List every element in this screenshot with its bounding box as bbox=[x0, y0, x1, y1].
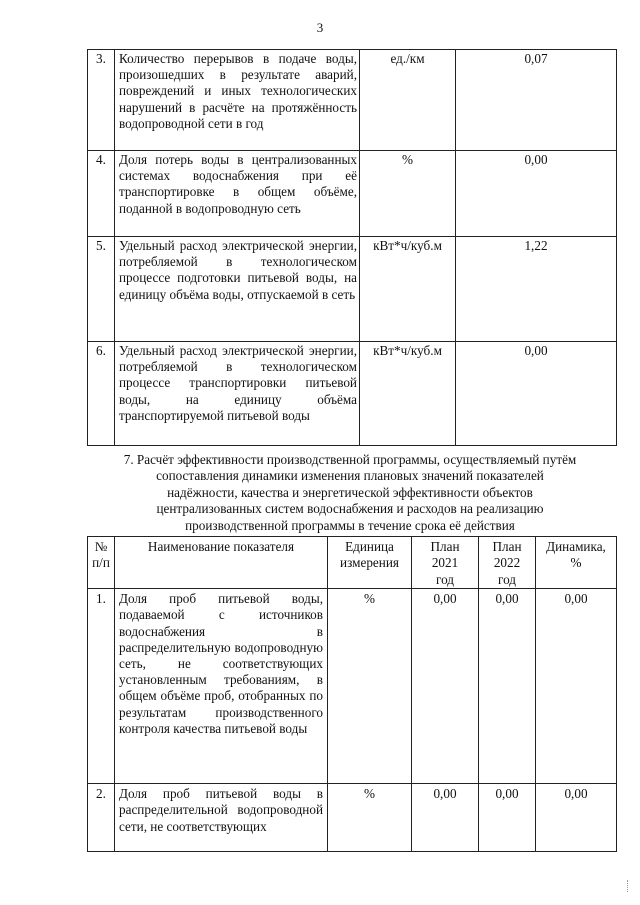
table-row bbox=[88, 50, 617, 151]
col-header-number bbox=[88, 537, 115, 589]
indicator-value: 0,00 bbox=[456, 342, 617, 446]
indicator-name: Количество перерывов в подаче воды, произошедших в результате аварий, повреждений и иных технологических нарушений в расчёте на протяжённость водопроводной сети в год bbox=[115, 50, 360, 151]
header-text: % bbox=[570, 555, 582, 571]
row-number: 2. bbox=[88, 784, 115, 852]
table-header-row bbox=[88, 537, 617, 589]
indicator-unit: % bbox=[328, 589, 412, 784]
heading-line: 7. Расчёт эффективности производственной программы, осуществляемый путём bbox=[123, 452, 577, 467]
indicators-table-continued bbox=[87, 49, 617, 446]
table-row bbox=[88, 342, 617, 446]
header-text: год bbox=[497, 571, 516, 587]
col-header-dynamics bbox=[536, 537, 617, 589]
row-number: 6. bbox=[88, 342, 115, 446]
indicator-name: Доля проб питьевой воды, подаваемой с источников водоснабжения в распределительную водопроводную сеть, не соответствующих установленным требованиям, в общем объёме проб, отобранных по результатам производственного контроля качества питьевой воды bbox=[115, 589, 328, 784]
scan-artifact bbox=[627, 880, 630, 892]
heading-line: надёжности, качества и энергетической эффективности объектов bbox=[167, 484, 533, 500]
indicator-value: 1,22 bbox=[456, 237, 617, 342]
row-number: 4. bbox=[88, 151, 115, 237]
header-text: Единица bbox=[345, 539, 394, 554]
indicator-value: 0,00 bbox=[456, 151, 617, 237]
header-text: год bbox=[435, 571, 454, 587]
row-number: 5. bbox=[88, 237, 115, 342]
table-row bbox=[88, 237, 617, 342]
indicator-unit: % bbox=[328, 784, 412, 852]
header-text: План bbox=[430, 539, 460, 554]
header-text: План bbox=[492, 539, 522, 554]
indicator-unit: ед./км bbox=[360, 50, 456, 151]
indicator-name: Удельный расход электрической энергии, потребляемой в технологическом процессе подготовки питьевой воды, на единицу объёма воды, отпускаемой в сеть bbox=[115, 237, 360, 342]
col-header-plan-2021 bbox=[412, 537, 479, 589]
header-text: п/п bbox=[92, 555, 110, 571]
plan-2022-value: 0,00 bbox=[479, 784, 536, 852]
header-text: 2021 bbox=[431, 555, 459, 571]
col-header-unit bbox=[328, 537, 412, 589]
efficiency-table bbox=[87, 536, 617, 852]
indicator-value: 0,07 bbox=[456, 50, 617, 151]
header-text: 2022 bbox=[493, 555, 521, 571]
indicator-name: Доля проб питьевой воды в распределительной водопроводной сети, не соответствующих bbox=[115, 784, 328, 852]
plan-2022-value: 0,00 bbox=[479, 589, 536, 784]
row-number: 1. bbox=[88, 589, 115, 784]
indicator-unit: % bbox=[360, 151, 456, 237]
dynamics-value: 0,00 bbox=[536, 784, 617, 852]
plan-2021-value: 0,00 bbox=[412, 784, 479, 852]
plan-2021-value: 0,00 bbox=[412, 589, 479, 784]
indicator-name: Удельный расход электрической энергии, потребляемой в технологическом процессе транспортировки питьевой воды, на единицу объёма транспортируемой питьевой воды bbox=[115, 342, 360, 446]
heading-line: сопоставления динамики изменения плановых значений показателей bbox=[156, 468, 544, 484]
table-row bbox=[88, 151, 617, 237]
indicator-unit: кВт*ч/куб.м bbox=[360, 237, 456, 342]
heading-line: производственной программы в течение срока её действия bbox=[185, 517, 515, 533]
indicator-unit: кВт*ч/куб.м bbox=[360, 342, 456, 446]
header-text: Динамика, bbox=[546, 539, 606, 554]
col-header-name: Наименование показателя bbox=[115, 537, 328, 589]
table-row bbox=[88, 784, 617, 852]
header-text: измерения bbox=[340, 555, 399, 571]
heading-line: централизованных систем водоснабжения и расходов на реализацию bbox=[156, 501, 544, 517]
page-number: 3 bbox=[316, 20, 324, 35]
dynamics-value: 0,00 bbox=[536, 589, 617, 784]
table-row bbox=[88, 589, 617, 784]
section-7-heading bbox=[80, 452, 620, 534]
col-header-plan-2022 bbox=[479, 537, 536, 589]
header-text: № bbox=[94, 539, 108, 554]
indicator-name: Доля потерь воды в централизованных системах водоснабжения при её транспортировке в общем объёме, поданной в водопроводную сеть bbox=[115, 151, 360, 237]
row-number: 3. bbox=[88, 50, 115, 151]
